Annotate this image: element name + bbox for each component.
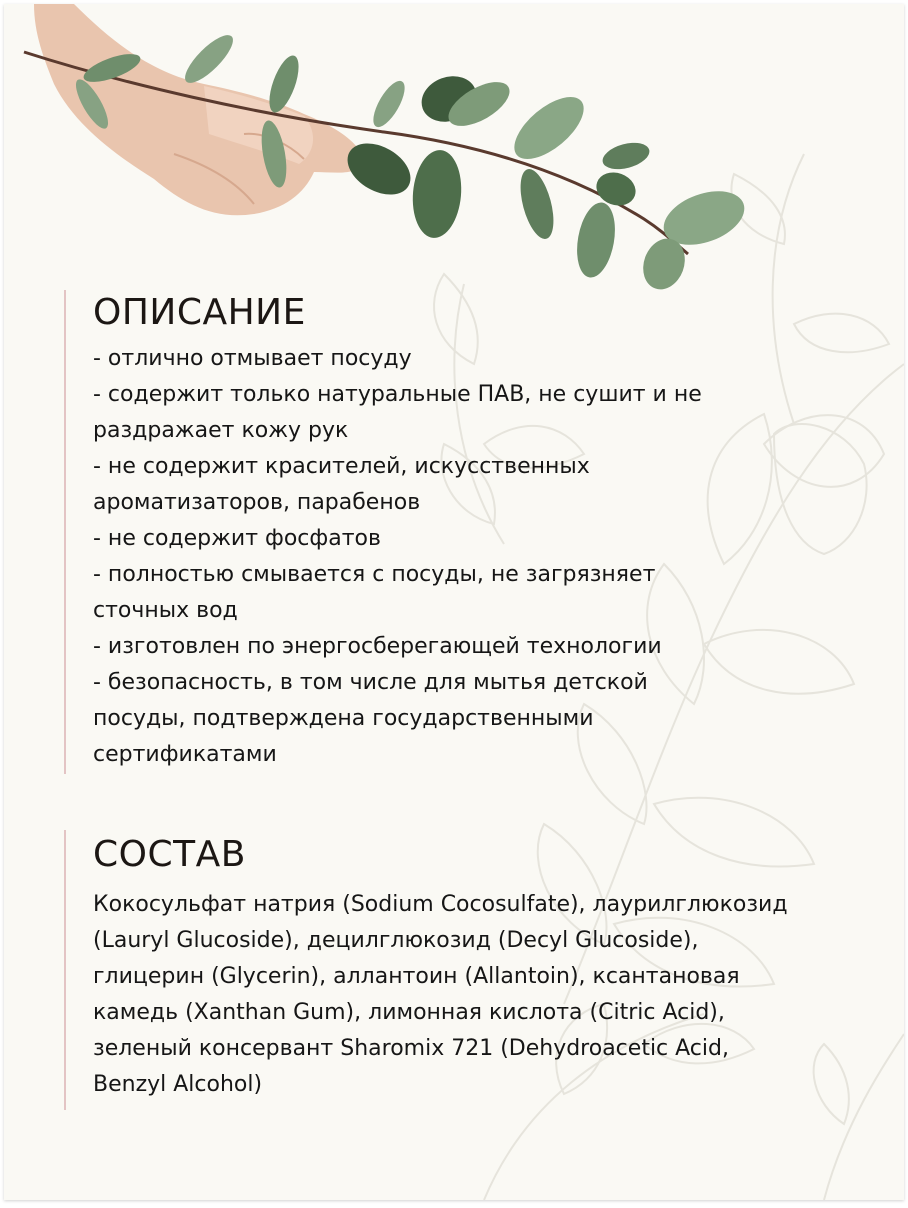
description-line: раздражает кожу рук bbox=[93, 418, 349, 443]
section-accent-rule bbox=[64, 830, 66, 1110]
description-title: ОПИСАНИЕ bbox=[93, 292, 306, 333]
description-line: ароматизаторов, парабенов bbox=[93, 490, 421, 515]
section-accent-rule bbox=[64, 290, 66, 774]
composition-line: (Lauryl Glucoside), децилглюкозид (Decyl Glucoside), bbox=[93, 928, 699, 953]
composition-section bbox=[64, 830, 788, 1110]
description-list bbox=[93, 341, 702, 773]
composition-line: глицерин (Glycerin), аллантоин (Allantoin), ксантановая bbox=[93, 964, 740, 989]
composition-line: Кокосульфат натрия (Sodium Cocosulfate), лаурилглюкозид bbox=[93, 892, 788, 917]
composition-line: зеленый консервант Sharomix 721 (Dehydroacetic Acid, bbox=[93, 1036, 729, 1061]
composition-line: камедь (Xanthan Gum), лимонная кислота (Citric Acid), bbox=[93, 1000, 725, 1025]
description-line: - безопасность, в том числе для мытья детской bbox=[93, 670, 648, 695]
description-line: посуды, подтверждена государственными bbox=[93, 706, 594, 731]
description-line: - изготовлен по энергосберегающей технологии bbox=[93, 634, 662, 659]
composition-title: СОСТАВ bbox=[93, 834, 246, 875]
hand-with-eucalyptus-image bbox=[24, 4, 752, 295]
description-line: - содержит только натуральные ПАВ, не сушит и не bbox=[93, 382, 702, 407]
description-line: сточных вод bbox=[93, 598, 238, 623]
composition-text bbox=[93, 887, 788, 1103]
description-line: - не содержит фосфатов bbox=[93, 526, 381, 551]
composition-line: Benzyl Alcohol) bbox=[93, 1072, 263, 1097]
description-line: сертификатами bbox=[93, 742, 277, 767]
description-line: - отлично отмывает посуду bbox=[93, 346, 412, 371]
product-info-card bbox=[4, 4, 904, 1200]
description-section bbox=[64, 290, 702, 774]
description-line: - полностью смывается с посуды, не загрязняет bbox=[93, 562, 656, 587]
description-line: - не содержит красителей, искусственных bbox=[93, 454, 590, 479]
